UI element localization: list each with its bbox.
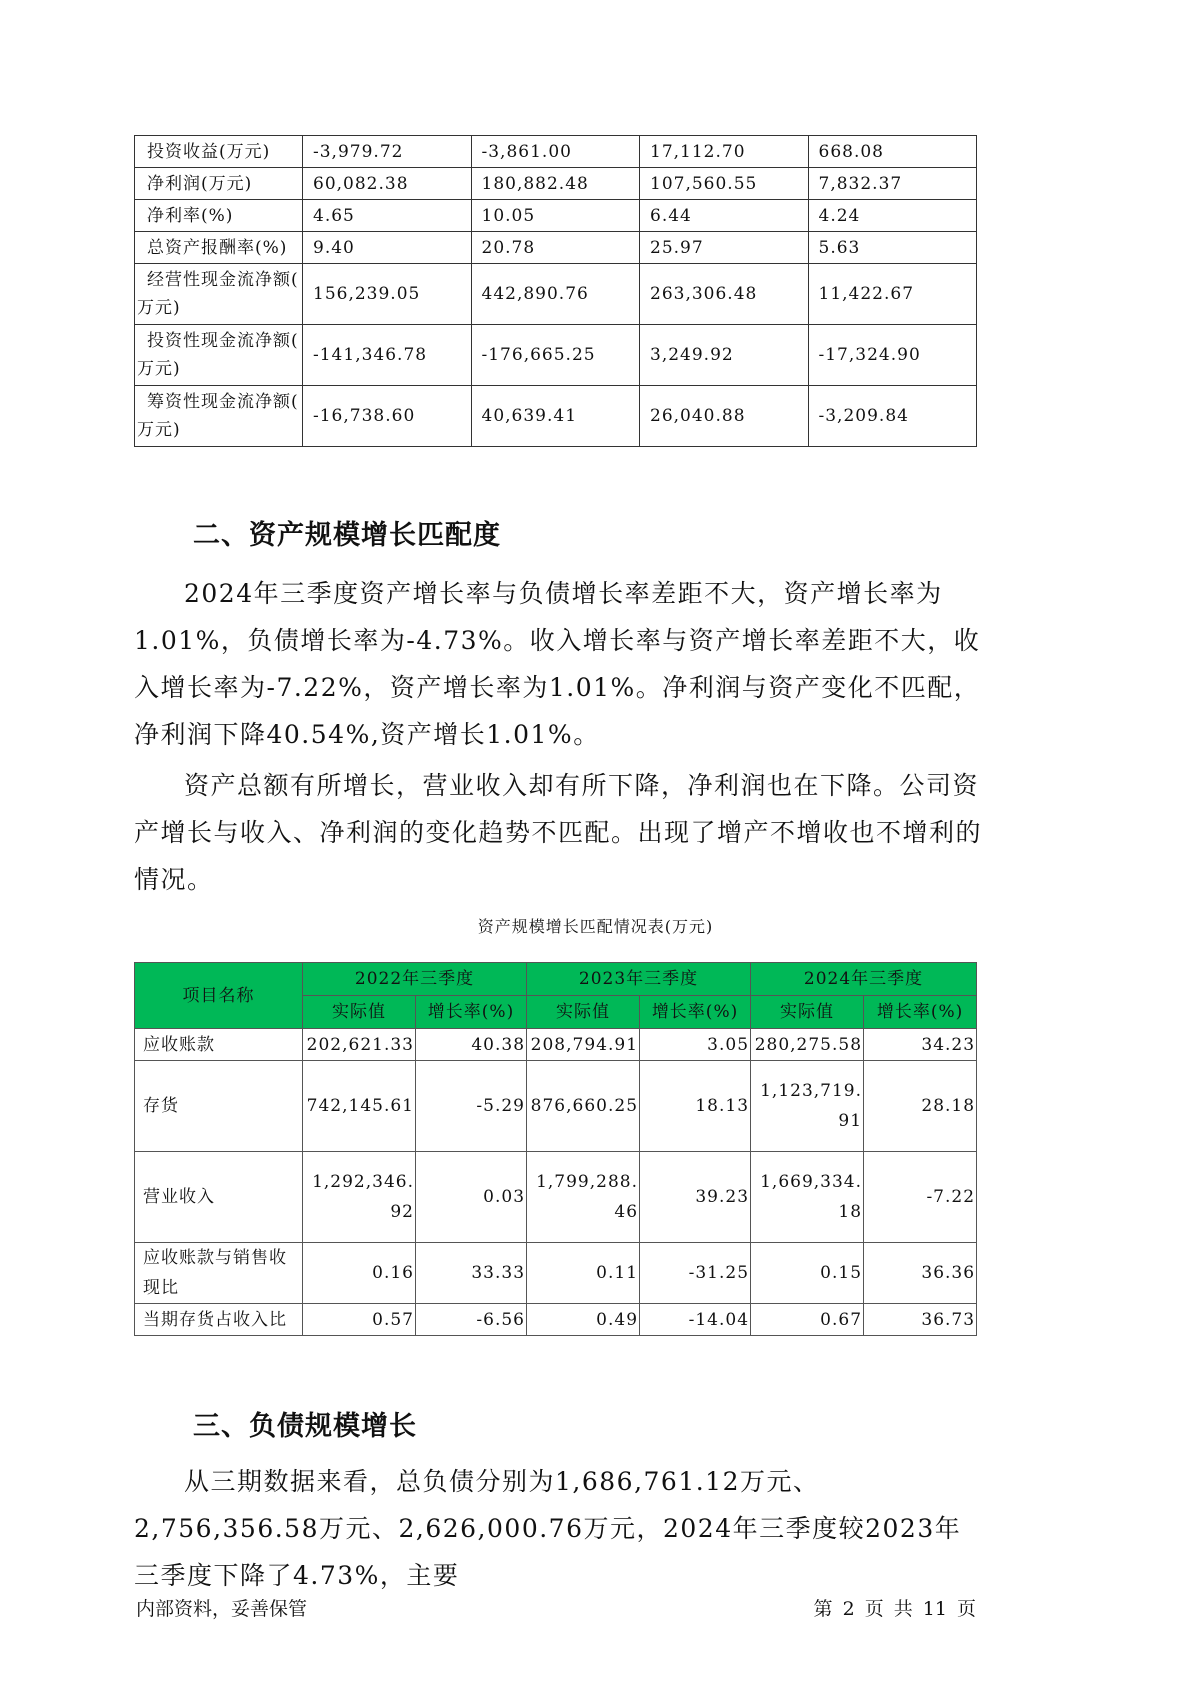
asset-growth-match-table <box>134 962 977 1336</box>
cell: 9.40 <box>303 232 472 264</box>
section-heading-asset-growth: 二、资产规模增长匹配度 <box>193 520 501 551</box>
row-label: 筹资性现金流净额( 万元) <box>135 386 303 447</box>
cell: 17,112.70 <box>640 136 809 168</box>
financial-metrics-table <box>134 135 977 447</box>
cell: -3,861.00 <box>471 136 640 168</box>
cell: 156,239.05 <box>303 264 472 325</box>
cell: 1,123,719.91 <box>751 1061 864 1152</box>
header-actual: 实际值 <box>751 996 864 1029</box>
table-row <box>135 1243 977 1304</box>
table-row <box>135 136 977 168</box>
row-label: 存货 <box>135 1061 303 1152</box>
cell: -5.29 <box>416 1061 527 1152</box>
cell: -176,665.25 <box>471 325 640 386</box>
cell: -3,979.72 <box>303 136 472 168</box>
cell: -31.25 <box>640 1243 751 1304</box>
cell: 36.36 <box>864 1243 977 1304</box>
cell: 34.23 <box>864 1029 977 1061</box>
cell: 40,639.41 <box>471 386 640 447</box>
cell: -14.04 <box>640 1304 751 1336</box>
header-period: 2023年三季度 <box>527 963 751 996</box>
cell: 3.05 <box>640 1029 751 1061</box>
row-label: 总资产报酬率(%) <box>135 232 303 264</box>
section-heading-liability-growth: 三、负债规模增长 <box>193 1411 417 1442</box>
cell: 28.18 <box>864 1061 977 1152</box>
header-period: 2022年三季度 <box>303 963 527 996</box>
paragraph-asset-growth-2: 资产总额有所增长，营业收入却有所下降，净利润也在下降。公司资产增长与收入、净利润的变化趋势不匹配。出现了增产不增收也不增利的情况。 <box>134 771 983 894</box>
cell: 10.05 <box>471 200 640 232</box>
cell: 1,799,288.46 <box>527 1152 640 1243</box>
cell: 4.24 <box>808 200 977 232</box>
cell: 107,560.55 <box>640 168 809 200</box>
header-actual: 实际值 <box>303 996 416 1029</box>
cell: 280,275.58 <box>751 1029 864 1061</box>
cell: 442,890.76 <box>471 264 640 325</box>
cell: 0.03 <box>416 1152 527 1243</box>
cell: 0.11 <box>527 1243 640 1304</box>
cell: 60,082.38 <box>303 168 472 200</box>
cell: 3,249.92 <box>640 325 809 386</box>
header-growth: 增长率(%) <box>416 996 527 1029</box>
header-row <box>135 963 977 996</box>
header-actual: 实际值 <box>527 996 640 1029</box>
table-row <box>135 386 977 447</box>
cell: 25.97 <box>640 232 809 264</box>
table-row <box>135 1029 977 1061</box>
cell: 36.73 <box>864 1304 977 1336</box>
cell: 202,621.33 <box>303 1029 416 1061</box>
table-row <box>135 1152 977 1243</box>
table-row <box>135 200 977 232</box>
cell: -17,324.90 <box>808 325 977 386</box>
cell: 20.78 <box>471 232 640 264</box>
cell: 18.13 <box>640 1061 751 1152</box>
cell: 1,669,334.18 <box>751 1152 864 1243</box>
row-label: 应收账款 <box>135 1029 303 1061</box>
header-item-name: 项目名称 <box>135 963 303 1029</box>
cell: 11,422.67 <box>808 264 977 325</box>
cell: 33.33 <box>416 1243 527 1304</box>
cell: 7,832.37 <box>808 168 977 200</box>
cell: 5.63 <box>808 232 977 264</box>
cell: 6.44 <box>640 200 809 232</box>
header-growth: 增长率(%) <box>864 996 977 1029</box>
row-label: 营业收入 <box>135 1152 303 1243</box>
header-growth: 增长率(%) <box>640 996 751 1029</box>
header-period: 2024年三季度 <box>751 963 977 996</box>
cell: 39.23 <box>640 1152 751 1243</box>
cell: 0.15 <box>751 1243 864 1304</box>
cell: 0.67 <box>751 1304 864 1336</box>
cell: 1,292,346.92 <box>303 1152 416 1243</box>
cell: 208,794.91 <box>527 1029 640 1061</box>
paragraph-liability-growth-1: 从三期数据来看，总负债分别为1,686,761.12万元、2,756,356.58万元、2,626,000.76万元，2024年三季度较2023年三季度下降了4.73%，主要 <box>134 1467 962 1590</box>
cell: 263,306.48 <box>640 264 809 325</box>
row-label: 投资性现金流净额( 万元) <box>135 325 303 386</box>
footer-page-number: 第 2 页 共 11 页 <box>813 1598 976 1620</box>
table-row <box>135 232 977 264</box>
paragraph-asset-growth-1: 2024年三季度资产增长率与负债增长率差距不大，资产增长率为1.01%，负债增长率为-4.73%。收入增长率与资产增长率差距不大，收入增长率为-7.22%，资产增长率为1.01%。净利润与资产变化不匹配，净利润下降40.54%,资产增长1.01%。 <box>134 579 981 749</box>
table-caption: 资产规模增长匹配情况表(万元) <box>477 917 714 936</box>
cell: 180,882.48 <box>471 168 640 200</box>
cell: -141,346.78 <box>303 325 472 386</box>
table-row <box>135 1304 977 1336</box>
cell: 0.57 <box>303 1304 416 1336</box>
cell: 40.38 <box>416 1029 527 1061</box>
table-row <box>135 168 977 200</box>
cell: -7.22 <box>864 1152 977 1243</box>
cell: 668.08 <box>808 136 977 168</box>
cell: -6.56 <box>416 1304 527 1336</box>
cell: -3,209.84 <box>808 386 977 447</box>
footer-confidential-note: 内部资料，妥善保管 <box>136 1598 308 1620</box>
cell: -16,738.60 <box>303 386 472 447</box>
row-label: 投资收益(万元) <box>135 136 303 168</box>
cell: 0.16 <box>303 1243 416 1304</box>
table-row <box>135 1061 977 1152</box>
cell: 4.65 <box>303 200 472 232</box>
row-label: 应收账款与销售收现比 <box>135 1243 303 1304</box>
cell: 876,660.25 <box>527 1061 640 1152</box>
table-row <box>135 264 977 325</box>
row-label: 净利润(万元) <box>135 168 303 200</box>
row-label: 经营性现金流净额( 万元) <box>135 264 303 325</box>
cell: 0.49 <box>527 1304 640 1336</box>
cell: 742,145.61 <box>303 1061 416 1152</box>
table-row <box>135 325 977 386</box>
cell: 26,040.88 <box>640 386 809 447</box>
row-label: 净利率(%) <box>135 200 303 232</box>
row-label: 当期存货占收入比 <box>135 1304 303 1336</box>
